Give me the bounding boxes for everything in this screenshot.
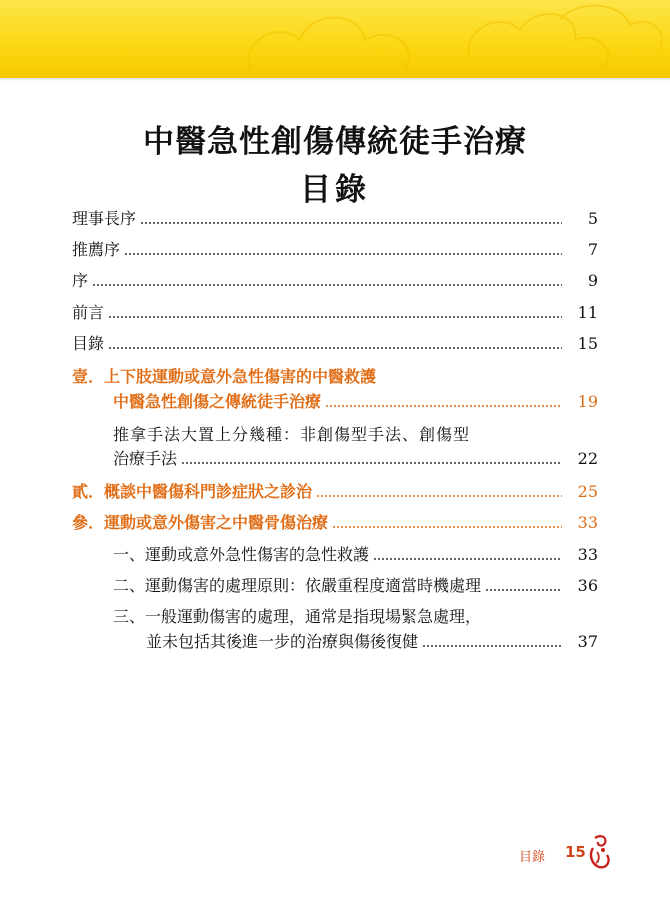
toc-entry-recommend[interactable] bbox=[72, 240, 598, 260]
dot-leader bbox=[332, 526, 562, 528]
toc-entry-label: 目錄 bbox=[72, 334, 105, 353]
dot-leader bbox=[108, 347, 562, 349]
toc-entry-page: 5 bbox=[587, 209, 598, 228]
toc-entry-contents[interactable] bbox=[72, 334, 598, 354]
header-band-shadow bbox=[0, 78, 670, 81]
toc-entry-page: 25 bbox=[577, 482, 598, 501]
dot-leader bbox=[485, 589, 562, 591]
dot-leader bbox=[181, 462, 562, 464]
header-band bbox=[0, 0, 670, 78]
toc-entry-page: 9 bbox=[587, 271, 598, 290]
footer-section-label: 目錄 bbox=[519, 850, 546, 865]
toc-entry-page: 37 bbox=[577, 632, 598, 651]
toc-entry-part2[interactable] bbox=[72, 482, 598, 502]
toc-entry-item2[interactable] bbox=[113, 576, 598, 596]
footer-page-number: 15 bbox=[565, 843, 586, 861]
toc-entry-label: 貳．概談中醫傷科門診症狀之診治 bbox=[72, 482, 313, 501]
cloud-pattern-decoration bbox=[0, 0, 670, 78]
toc-entry-label: 理事長序 bbox=[72, 209, 137, 228]
toc-entry-page: 19 bbox=[577, 392, 598, 411]
dot-leader bbox=[422, 645, 562, 647]
toc-entry-page: 15 bbox=[577, 334, 598, 353]
publisher-logo-icon bbox=[587, 834, 613, 870]
dot-leader bbox=[140, 222, 562, 224]
toc-entry-label: 二、運動傷害的處理原則：依嚴重程度適當時機處理 bbox=[113, 576, 482, 595]
toc-entry-foreword[interactable] bbox=[72, 303, 598, 323]
toc-entry-page: 11 bbox=[577, 303, 598, 322]
toc-entry-item1[interactable] bbox=[113, 545, 598, 565]
toc-entry-page: 33 bbox=[577, 513, 598, 532]
toc-entry-item3[interactable] bbox=[146, 632, 598, 652]
toc-entry-label: 前言 bbox=[72, 303, 105, 322]
dot-leader bbox=[124, 253, 562, 255]
toc-entry-page: 22 bbox=[577, 449, 598, 468]
toc-entry-tuina[interactable] bbox=[113, 449, 598, 469]
toc-entry-part3[interactable] bbox=[72, 513, 598, 533]
toc-entry-page: 33 bbox=[577, 545, 598, 564]
dot-leader bbox=[373, 558, 562, 560]
toc-tuina-line1[interactable]: 推拿手法大置上分幾種：非創傷型手法、創傷型 bbox=[113, 425, 471, 444]
page-title: 目錄 bbox=[300, 172, 370, 208]
toc-entry-preface[interactable] bbox=[72, 271, 598, 291]
toc-entry-label: 中醫急性創傷之傳統徒手治療 bbox=[113, 392, 322, 411]
toc-entry-label: 參．運動或意外傷害之中醫骨傷治療 bbox=[72, 513, 329, 532]
dot-leader bbox=[316, 495, 562, 497]
dot-leader bbox=[325, 405, 562, 407]
toc-part1-heading[interactable]: 壹．上下肢運動或意外急性傷害的中醫救護 bbox=[72, 367, 377, 386]
dot-leader bbox=[92, 284, 562, 286]
toc-entry-page: 36 bbox=[577, 576, 598, 595]
toc-entry-label: 並未包括其後進一步的治療與傷後復健 bbox=[146, 632, 419, 651]
book-title: 中醫急性創傷傳統徒手治療 bbox=[143, 124, 527, 160]
toc-entry-label: 一、運動或意外急性傷害的急性救護 bbox=[113, 545, 370, 564]
dot-leader bbox=[108, 316, 562, 318]
toc-item3-line1[interactable]: 三、一般運動傷害的處理，通常是指現場緊急處理， bbox=[113, 607, 482, 626]
toc-entry-part1[interactable] bbox=[113, 392, 598, 412]
toc-entry-label: 序 bbox=[72, 271, 89, 290]
toc-entry-label: 推薦序 bbox=[72, 240, 121, 259]
toc-entry-page: 7 bbox=[587, 240, 598, 259]
toc-entry-preface-director[interactable] bbox=[72, 209, 598, 229]
toc-entry-label: 治療手法 bbox=[113, 449, 178, 468]
